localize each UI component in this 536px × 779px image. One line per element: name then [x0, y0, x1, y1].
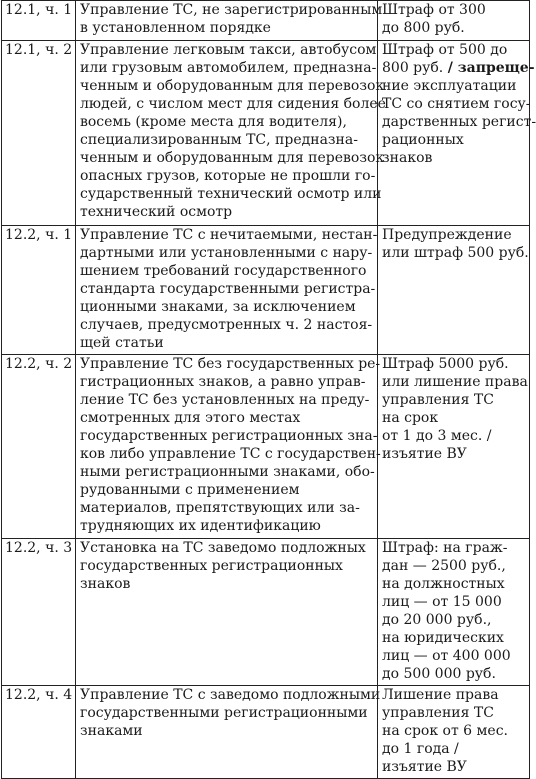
table-row — [2, 539, 530, 686]
penalty-line — [382, 59, 535, 77]
penalty-line: изъятие ВУ — [382, 759, 467, 775]
penalty-line: до 20 000 руб., — [382, 612, 492, 628]
table-row — [2, 1, 530, 41]
description-line: случаев, предусмотренных ч. 2 настоя- — [80, 317, 373, 333]
penalty-cell — [378, 226, 530, 355]
description-cell — [76, 686, 381, 779]
description-line: в установленном порядке — [80, 20, 271, 36]
penalty-line: на срок от 6 мес. — [382, 723, 509, 739]
penalty-line: Штраф: на граж- — [382, 540, 508, 556]
penalty-line: на должностных — [382, 576, 505, 592]
article-cell: 12.2, ч. 4 — [2, 686, 76, 779]
penalty-line: Предупреждение — [382, 227, 512, 243]
penalty-line: лиц — от 15 000 — [382, 594, 502, 610]
description-line: шением требований государственного — [80, 263, 367, 279]
description-line: специализированным ТС, предназна- — [80, 132, 358, 148]
table-row — [2, 686, 530, 779]
penalty-line: от 1 до 3 мес. / — [382, 428, 492, 444]
article-cell: 12.1, ч. 2 — [2, 41, 76, 226]
penalty-line: рационных — [382, 132, 464, 148]
table-row — [2, 41, 530, 226]
penalty-line: на срок — [382, 410, 439, 426]
penalty-line: управления ТС — [382, 705, 494, 721]
description-line: опасных грузов, которые не прошли го- — [80, 168, 376, 184]
description-line: смотренных для этого местах — [80, 410, 301, 426]
description-line: материалов, препятствующих или за- — [80, 500, 360, 516]
description-line: щей статьи — [80, 335, 164, 351]
description-line: Управление легковым такси, автобусом — [80, 42, 377, 58]
description-line: сударственный технический осмотр или — [80, 186, 382, 202]
description-cell — [76, 355, 381, 539]
penalty-bold-fragment: / запреще- — [447, 60, 535, 76]
penalty-line: дарственных регист- — [382, 114, 536, 130]
article-cell: 12.2, ч. 1 — [2, 226, 76, 355]
description-cell — [76, 1, 383, 41]
penalty-line: Лишение права — [382, 687, 499, 703]
penalty-cell — [378, 1, 530, 41]
description-line: технический осмотр — [80, 204, 233, 220]
description-cell — [76, 226, 378, 355]
penalty-line: или лишение права — [382, 374, 528, 390]
description-line: Управление ТС с нечитаемыми, нестан- — [80, 227, 378, 243]
description-line: дартными или установленными с нару- — [80, 245, 373, 261]
penalty-line: Штраф от 500 до — [382, 42, 508, 58]
description-line: Управление ТС без государственных ре- — [80, 356, 381, 372]
penalty-line: до 1 года / — [382, 741, 459, 757]
description-line: государственными регистрационными — [80, 705, 368, 721]
description-line: Управление ТС, не зарегистрированным — [80, 2, 383, 18]
penalty-cell — [378, 686, 530, 779]
penalty-line: Штраф 5000 руб. — [382, 356, 509, 372]
description-line: рудованными с применением — [80, 482, 300, 498]
penalty-line: изъятие ВУ — [382, 446, 467, 462]
penalty-line: знаков — [382, 150, 433, 166]
table-row — [2, 355, 530, 539]
description-line: ление ТС без установленных на преду- — [80, 392, 370, 408]
description-line: знаками — [80, 723, 143, 739]
penalty-line: до 500 000 руб. — [382, 666, 496, 682]
description-line: стандарта государственными регистра- — [80, 281, 376, 297]
table-row — [2, 226, 530, 355]
description-line: людей, с числом мест для сидения более — [80, 96, 386, 112]
penalty-line: или штраф 500 руб. — [382, 245, 529, 261]
description-line: или грузовым автомобилем, предназна- — [80, 60, 377, 76]
description-line: гистрационных знаков, а равно управ- — [80, 374, 366, 390]
description-line: ченным и оборудованным для перевозок — [80, 78, 385, 94]
offense-table — [1, 0, 536, 779]
penalty-line: управления ТС — [382, 392, 494, 408]
article-cell: 12.2, ч. 3 — [2, 539, 76, 686]
article-cell: 12.1, ч. 1 — [2, 1, 76, 41]
description-line: ченным и оборудованным для перевозок — [80, 150, 385, 166]
penalty-line: ние эксплуатации — [382, 78, 517, 94]
description-line: ков либо управление ТС с государствен- — [80, 446, 381, 462]
description-line: ционными знаками, за исключением — [80, 299, 356, 315]
description-line: государственных регистрационных зна- — [80, 428, 378, 444]
penalty-line: лиц — от 400 000 — [382, 648, 511, 664]
penalty-line: на юридических — [382, 630, 504, 646]
description-line: трудняющих их идентификацию — [80, 518, 321, 534]
penalty-cell — [378, 539, 530, 686]
description-line: знаков — [80, 576, 131, 592]
description-line: восемь (кроме места для водителя), — [80, 114, 347, 130]
penalty-line: Штраф от 300 — [382, 2, 486, 18]
description-line: государственных регистрационных — [80, 558, 343, 574]
penalty-line: ТС со снятием госу- — [382, 96, 531, 112]
penalty-line: дан — 2500 руб., — [382, 558, 506, 574]
description-line: Установка на ТС заведомо подложных — [80, 540, 366, 556]
penalty-cell — [378, 355, 530, 539]
description-line: ными регистрационными знаками, обо- — [80, 464, 375, 480]
description-line: Управление ТС с заведомо подложными — [80, 687, 381, 703]
article-cell: 12.2, ч. 2 — [2, 355, 76, 539]
description-cell — [76, 41, 386, 226]
penalty-fragment: 800 руб. — [382, 60, 444, 76]
penalty-cell — [378, 41, 536, 226]
penalty-line: до 800 руб. — [382, 20, 465, 36]
description-cell — [76, 539, 378, 686]
